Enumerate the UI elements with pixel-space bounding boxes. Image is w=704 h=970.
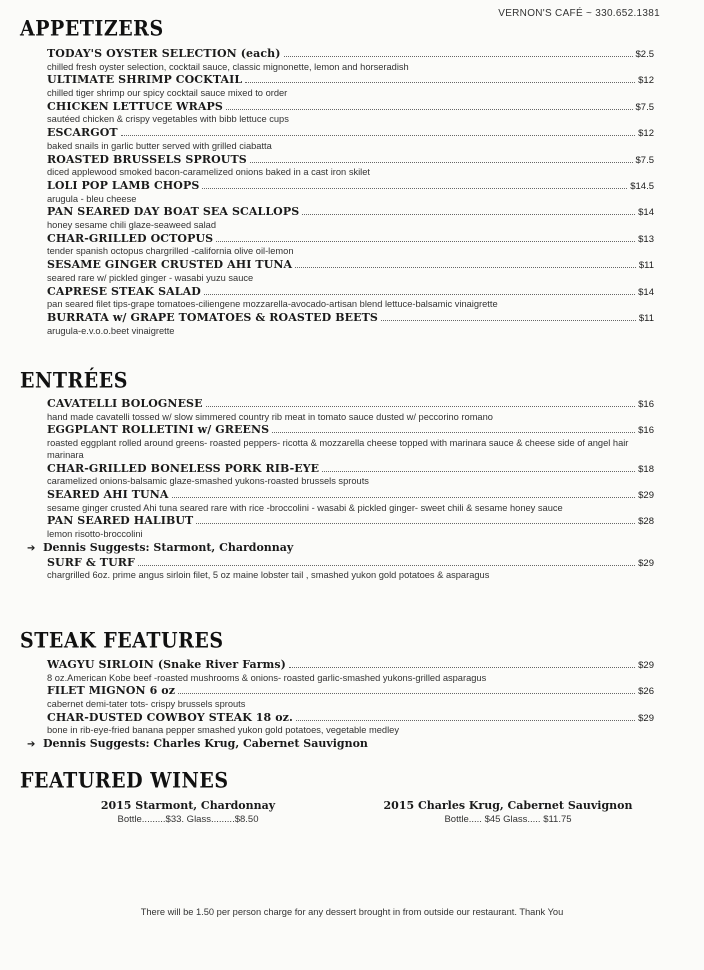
- menu-item: [47, 47, 654, 73]
- menu-item: [47, 179, 654, 205]
- menu-item-name: EGGPLANT ROLLETINI w/ GREENS: [47, 423, 270, 437]
- menu-item-description: diced applewood smoked bacon-caramelized onions baked in a cast iron skilet: [47, 167, 370, 178]
- menu-item-row: [47, 684, 654, 699]
- dot-leader: [289, 658, 635, 668]
- menu-item-description: cabernet demi-tater tots- crispy brussels sprouts: [47, 698, 246, 709]
- menu-item-name: CHAR-DUSTED COWBOY STEAK 18 oz.: [47, 710, 293, 724]
- menu-item-price: $7.5: [635, 101, 654, 113]
- menu-item-name: CHICKEN LETTUCE WRAPS: [47, 99, 223, 113]
- menu-item-price: $11: [638, 260, 654, 272]
- menu-item-description: arugula - bleu cheese: [47, 193, 137, 204]
- menu-item-name: SURF & TURF: [47, 555, 135, 569]
- wine-suggestion: [27, 541, 634, 556]
- steak-features-list: [27, 658, 654, 752]
- menu-item: [47, 462, 654, 488]
- menu-item-row: [47, 514, 654, 529]
- menu-item-price: $7.5: [635, 154, 654, 166]
- steak-features-heading: STEAK FEATURES: [20, 628, 224, 654]
- menu-item-row: [47, 397, 654, 412]
- dot-leader: [202, 179, 627, 189]
- menu-item: [47, 73, 654, 99]
- menu-item-name: CAPRESE STEAK SALAD: [47, 284, 201, 298]
- dot-leader: [216, 232, 635, 242]
- dot-leader: [250, 153, 633, 163]
- menu-item-price: $29: [638, 557, 654, 569]
- dot-leader: [302, 205, 635, 215]
- menu-item: [47, 423, 654, 461]
- menu-item-name: ROASTED BRUSSELS SPROUTS: [47, 152, 247, 166]
- menu-item-name: PAN SEARED HALIBUT: [47, 514, 194, 528]
- dot-leader: [245, 73, 635, 83]
- entrees-list: [27, 397, 654, 582]
- menu-item-price: $18: [638, 463, 654, 475]
- menu-item: [47, 258, 654, 284]
- menu-item-description: chilled tiger shrimp our spicy cocktail sauce mixed to order: [47, 87, 288, 98]
- menu-item: [47, 285, 654, 311]
- wine-name: 2015 Starmont, Chardonnay: [100, 799, 276, 812]
- menu-item-description: sesame ginger crusted Ahi tuna seared rare with rice -broccolini - wasabi & pickled ginger- sweet chili & sesame honey sauce: [47, 502, 563, 513]
- menu-item-description: hand made cavatelli tossed w/ slow simmered country rib meat in tomato sauce dusted w/ peccorino romano: [47, 411, 493, 422]
- menu-item-price: $16: [638, 399, 654, 410]
- menu-item-row: [47, 232, 654, 247]
- dot-leader: [178, 684, 635, 694]
- menu-item-price: $29: [638, 712, 654, 724]
- restaurant-contact: VERNON'S CAFÉ ~ 330.652.1381: [498, 8, 660, 19]
- menu-item: [47, 488, 654, 514]
- wine-suggestion-text: Dennis Suggests: Starmont, Chardonnay: [43, 540, 294, 554]
- menu-item-description: baked snails in garlic butter served with grilled ciabatta: [47, 140, 272, 151]
- menu-item-description: seared rare w/ pickled ginger - wasabi yuzu sauce: [47, 272, 254, 283]
- menu-item-description: chilled fresh oyster selection, cocktail sauce, classic mignonette, lemon and horseradish: [47, 61, 409, 72]
- menu-item-price: $16: [638, 425, 654, 437]
- menu-item-row: [47, 179, 654, 194]
- dot-leader: [322, 462, 635, 472]
- menu-item-row: [47, 126, 654, 141]
- wine-prices: Bottle.........$33. Glass.........$8.50: [117, 814, 259, 825]
- menu-item: [47, 658, 654, 684]
- dot-leader: [226, 100, 633, 110]
- menu-item-price: $29: [638, 489, 654, 501]
- menu-item-row: [47, 285, 654, 300]
- menu-item-row: [47, 73, 654, 88]
- menu-item: [47, 556, 654, 582]
- wine-name: 2015 Charles Krug, Cabernet Sauvignon: [383, 799, 633, 812]
- arrow-right-icon: ➔: [27, 542, 36, 554]
- dot-leader: [381, 311, 636, 321]
- menu-item-description: tender spanish octopus chargrilled -california olive oil-lemon: [47, 246, 294, 257]
- featured-wines-heading: FEATURED WINES: [20, 768, 229, 794]
- menu-item-name: CHAR-GRILLED BONELESS PORK RIB-EYE: [47, 461, 320, 475]
- dot-leader: [204, 285, 635, 295]
- menu-item-price: $14: [638, 286, 654, 298]
- menu-item-row: [47, 100, 654, 115]
- menu-item-name: FILET MIGNON 6 oz: [47, 684, 176, 698]
- menu-item-price: $13: [638, 233, 654, 245]
- dessert-charge-note: There will be 1.50 per person charge for any dessert brought in from outside our restaurant. Thank You: [140, 907, 564, 917]
- menu-item: [47, 684, 654, 710]
- menu-item: [47, 205, 654, 231]
- entrees-heading: ENTRÉES: [20, 368, 128, 394]
- menu-item-name: WAGYU SIRLOIN (Snake River Farms): [47, 658, 286, 671]
- menu-item-name: SEARED AHI TUNA: [47, 487, 169, 501]
- menu-item: [47, 153, 654, 179]
- menu-item-price: $14.5: [630, 180, 654, 192]
- menu-item-row: [47, 462, 654, 477]
- menu-item: [47, 126, 654, 152]
- wine-starmont: [88, 799, 288, 825]
- menu-item-description: sautéed chicken & crispy vegetables with bibb lettuce cups: [47, 114, 289, 125]
- dot-leader: [284, 47, 633, 57]
- menu-item-name: ULTIMATE SHRIMP COCKTAIL: [47, 73, 243, 87]
- menu-item-row: [47, 153, 654, 168]
- menu-item: [47, 311, 654, 337]
- menu-item-row: [47, 205, 654, 220]
- menu-item-row: [47, 711, 654, 726]
- menu-item-name: PAN SEARED DAY BOAT SEA SCALLOPS: [47, 205, 300, 219]
- menu-item: [47, 100, 654, 126]
- dot-leader: [196, 514, 635, 524]
- menu-item-price: $29: [638, 660, 654, 671]
- arrow-right-icon: ➔: [27, 739, 36, 751]
- menu-item-description: roasted eggplant rolled around greens- roasted peppers- ricotta & mozzarella cheese topped with marinara sauce & cheese side of angel hair marinara: [47, 437, 629, 460]
- dot-leader: [206, 397, 636, 407]
- appetizers-heading: APPETIZERS: [20, 16, 164, 42]
- menu-item: [47, 514, 654, 540]
- wine-suggestion: [27, 737, 634, 752]
- menu-item-row: [47, 47, 654, 62]
- menu-item-name: LOLI POP LAMB CHOPS: [47, 178, 200, 192]
- dot-leader: [138, 556, 635, 566]
- menu-item: [47, 711, 654, 737]
- wine-suggestion-text: Dennis Suggests: Charles Krug, Cabernet Sauvignon: [43, 737, 368, 751]
- wine-charles-krug: [378, 799, 638, 825]
- dot-leader: [121, 126, 635, 136]
- menu-item-row: [47, 488, 654, 503]
- menu-item-price: $12: [638, 75, 654, 87]
- menu-item-price: $2.5: [635, 49, 654, 60]
- menu-item-description: chargrilled 6oz. prime angus sirloin filet, 5 oz maine lobster tail , smashed yukon gold potatoes & asparagus: [47, 570, 490, 581]
- wine-prices: Bottle..... $45 Glass..... $11.75: [444, 814, 572, 825]
- menu-item-name: ESCARGOT: [47, 126, 118, 140]
- menu-item-description: arugula-e.v.o.o.beet vinaigrette: [47, 325, 175, 336]
- menu-item-price: $14: [638, 207, 654, 219]
- menu-item-price: $26: [638, 686, 654, 698]
- menu-item-price: $12: [638, 128, 654, 140]
- dot-leader: [272, 423, 635, 433]
- menu-item-description: honey sesame chili glaze-seaweed salad: [47, 219, 216, 230]
- menu-item-description: pan seared filet tips-grape tomatoes-ciliengene mozzarella-avocado-artisan blend lettuce-balsamic vinaigrette: [47, 299, 498, 310]
- menu-item-row: [47, 556, 654, 571]
- menu-item-row: [47, 658, 654, 673]
- menu-item-name: CHAR-GRILLED OCTOPUS: [47, 231, 214, 245]
- menu-item-name: SESAME GINGER CRUSTED AHI TUNA: [47, 258, 293, 272]
- menu-item-name: TODAY'S OYSTER SELECTION (each): [47, 47, 281, 60]
- menu-item: [47, 232, 654, 258]
- menu-item-price: $11: [638, 312, 654, 324]
- dot-leader: [295, 258, 636, 268]
- menu-item-description: bone in rib-eye-fried banana pepper smashed yukon gold potatoes, vegetable medley: [47, 725, 399, 736]
- menu-item-name: CAVATELLI BOLOGNESE: [47, 397, 203, 410]
- dot-leader: [296, 711, 635, 721]
- menu-item-row: [47, 258, 654, 273]
- menu-item-description: caramelized onions-balsamic glaze-smashed yukons-roasted brussels sprouts: [47, 476, 369, 487]
- menu-item-description: lemon risotto-broccolini: [47, 528, 143, 539]
- menu-item-price: $28: [638, 516, 654, 528]
- dot-leader: [172, 488, 636, 498]
- menu-item-description: 8 oz.American Kobe beef -roasted mushrooms & onions- roasted garlic-smashed yukons-grilled asparagus: [47, 672, 487, 683]
- menu-item-row: [47, 423, 654, 438]
- menu-item-row: [47, 311, 654, 326]
- appetizers-list: [47, 47, 654, 337]
- menu-item: [47, 397, 654, 423]
- menu-item-name: BURRATA w/ GRAPE TOMATOES & ROASTED BEETS: [47, 310, 378, 324]
